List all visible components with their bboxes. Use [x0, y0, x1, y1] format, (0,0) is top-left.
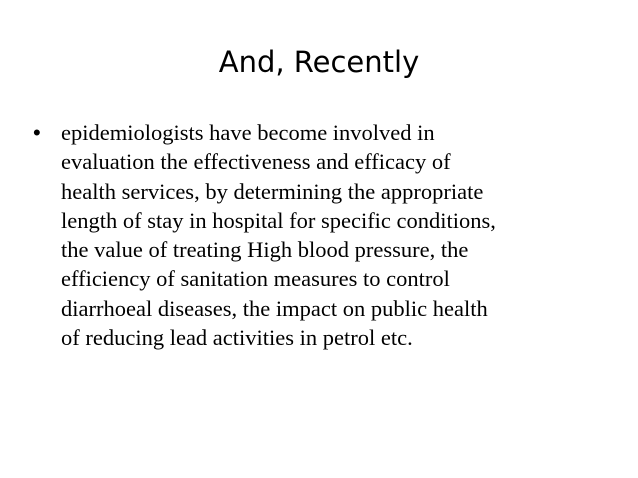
slide-title: And, Recently — [218, 45, 420, 79]
bullet-icon: • — [33, 120, 41, 145]
bullet-text-line: health services, by determining the appropriate — [61, 178, 484, 204]
bullet-text-line: of reducing lead activities in petrol etc. — [61, 325, 413, 351]
bullet-text-line: diarrhoeal diseases, the impact on public health — [61, 295, 488, 321]
bullet-text-line: evaluation the effectiveness and efficacy of — [61, 149, 451, 175]
bullet-item — [33, 118, 603, 352]
bullet-text-line: length of stay in hospital for specific conditions, — [61, 207, 496, 233]
bullet-text-line: efficiency of sanitation measures to control — [61, 266, 450, 292]
bullet-list — [33, 118, 603, 352]
bullet-text-line: epidemiologists have become involved in — [61, 120, 435, 145]
bullet-text-line: the value of treating High blood pressure, the — [61, 237, 469, 263]
